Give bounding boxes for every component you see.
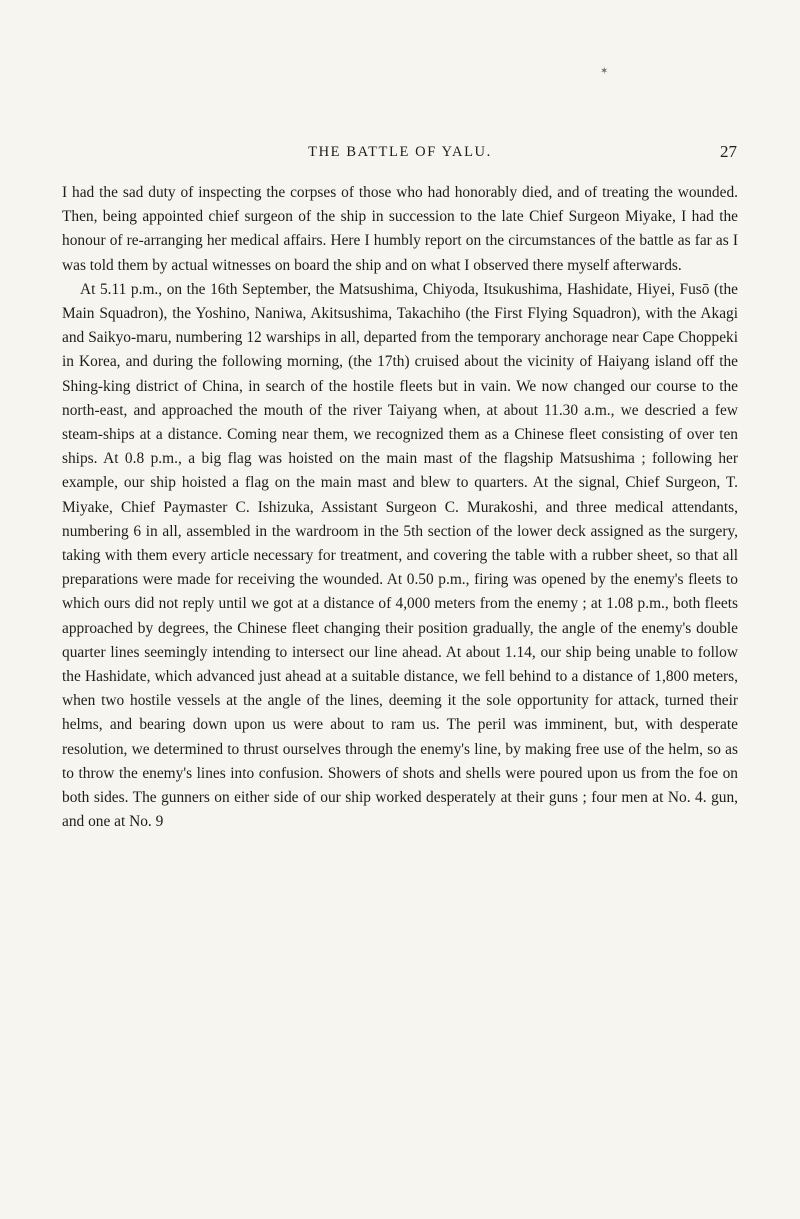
stray-ink-mark: ✶ [600, 66, 609, 77]
page-number: 27 [720, 142, 737, 161]
running-head [0, 144, 800, 166]
paragraph-1: I had the sad duty of inspecting the corpses of those who had honorably died, and of treating the wounded. Then, being appointed chief surgeon of the ship in succession to the late Chief Surgeon Miyake, I had the honour of re-arranging her medical affairs. Here I humbly report on the circumstances of the battle as far as I was told them by actual witnesses on board the ship and on what I observed there myself afterwards. [62, 184, 738, 274]
paragraph-2: At 5.11 p.m., on the 16th September, the Matsushima, Chiyoda, Itsukushima, Hashidate, Hiyei, Fusō (the Main Squadron), the Yoshino, Naniwa, Akitsushima, Takachiho (the First Flying Squadron), with the Akagi and Saikyo-maru, numbering 12 warships in all, departed from the temporary anchorage near Cape Choppeki in Korea, and during the following morning, (the 17th) cruised about the vicinity of Haiyang island off the Shing-king district of China, in search of the hostile fleets but in vain. We now changed our course to the north-east, and approached the mouth of the river Taiyang when, at about 11.30 a.m., we descried a few steam-ships at a distance. Coming near them, we recognized them as a Chinese fleet consisting of over ten ships. At 0.8 p.m., a big flag was hoisted on the main mast of the flagship Matsushima ; following her example, our ship hoisted a flag on the main mast and blew to quarters. At the signal, Chief Surgeon, T. Miyake, Chief Paymaster C. Ishizuka, Assistant Surgeon C. Murakoshi, and three medical attendants, numbering 6 in all, assembled in the wardroom in the 5th section of the lower deck assigned as the surgery, taking with them every article necessary for treatment, and covering the table with a rubber sheet, so that all preparations were made for receiving the wounded. At 0.50 p.m., firing was opened by the enemy's fleets to which ours did not reply until we got at a distance of 4,000 meters from the enemy ; at 1.08 p.m., both fleets approached by degrees, the Chinese fleet changing their position gradually, the angle of the enemy's double quarter lines seemingly intending to intersect our line ahead. At about 1.14, our ship being unable to follow the Hashidate, which advanced just ahead at a suitable distance, we fell behind to a distance of 1,800 meters, when two hostile vessels at the angle of the lines, deeming it the sole opportunity for attack, turned their helms, and bearing down upon us were about to ram us. The peril was imminent, but, with desperate resolution, we determined to thrust ourselves through the enemy's line, by making free use of the helm, so as to throw the enemy's lines into confusion. Showers of shots and shells were poured upon us from the foe on both sides. The gunners on either side of our ship worked desperately at their guns ; four men at No. 4. gun, and one at No. 9 [62, 280, 738, 831]
running-title: THE BATTLE OF YALU. [308, 144, 492, 160]
body-text [62, 181, 738, 834]
